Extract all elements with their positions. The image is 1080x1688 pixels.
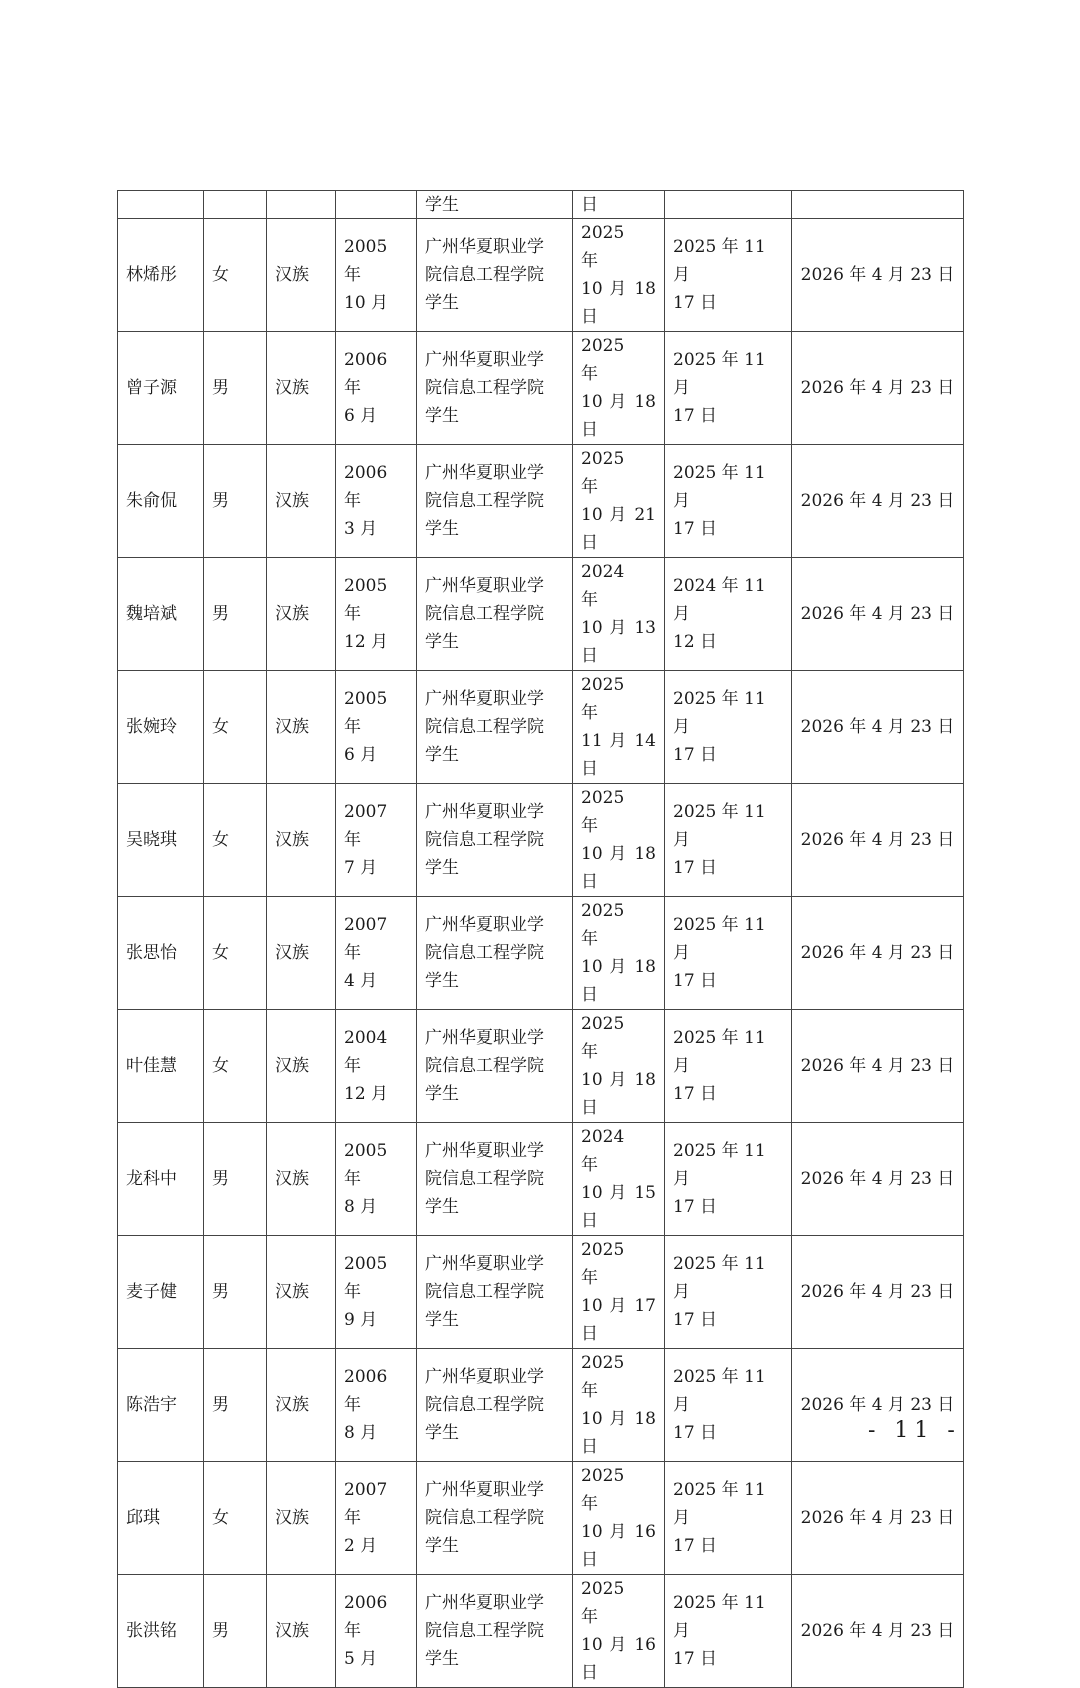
cell-activist-date: 2025 年 11 月 17 日 — [665, 1462, 792, 1575]
cell-apply-date: 2025 年 10 月 18 日 — [573, 897, 665, 1010]
table-row — [118, 1010, 964, 1123]
cell-name: 吴晓琪 — [118, 784, 204, 897]
cell-name: 麦子健 — [118, 1236, 204, 1349]
table-row — [118, 1349, 964, 1462]
cell-name: 魏培斌 — [118, 558, 204, 671]
cell-name: 邱琪 — [118, 1462, 204, 1575]
cell-activist-date: 2025 年 11 月 17 日 — [665, 445, 792, 558]
cell-develop-date: 2026 年 4 月 23 日 — [792, 1010, 964, 1123]
cell-develop-date: 2026 年 4 月 23 日 — [792, 897, 964, 1010]
cell-activist-date: 2025 年 11 月 17 日 — [665, 219, 792, 332]
cell-unit: 广州华夏职业学 院信息工程学院 学生 — [417, 897, 573, 1010]
cell-name: 朱俞侃 — [118, 445, 204, 558]
cell-gender: 男 — [204, 1349, 267, 1462]
cell-birth: 2005 年 9 月 — [336, 1236, 417, 1349]
cell-ethnicity: 汉族 — [267, 1010, 336, 1123]
cell-develop-date: 2026 年 4 月 23 日 — [792, 332, 964, 445]
cell-name: 叶佳慧 — [118, 1010, 204, 1123]
cell-activist-date: 2025 年 11 月 17 日 — [665, 1010, 792, 1123]
roster-body — [118, 191, 964, 1688]
cell-birth: 2006 年 8 月 — [336, 1349, 417, 1462]
table-row — [118, 1462, 964, 1575]
table-row — [118, 219, 964, 332]
cell-develop-date: 2026 年 4 月 23 日 — [792, 1123, 964, 1236]
cell-birth: 2004 年 12 月 — [336, 1010, 417, 1123]
cell-apply-date: 2025 年 10 月 16 日 — [573, 1462, 665, 1575]
cell-ethnicity: 汉族 — [267, 1236, 336, 1349]
cell-apply-date: 2025 年 10 月 18 日 — [573, 219, 665, 332]
cell-activist-date: 2025 年 11 月 17 日 — [665, 1236, 792, 1349]
cell-activist-date: 2025 年 11 月 17 日 — [665, 671, 792, 784]
cell-apply-date: 2024 年 10 月 13 日 — [573, 558, 665, 671]
continuation-row — [118, 191, 964, 219]
cell-apply-date: 2025 年 10 月 21 日 — [573, 445, 665, 558]
cell-develop-date: 2026 年 4 月 23 日 — [792, 784, 964, 897]
cell-unit: 广州华夏职业学 院信息工程学院 学生 — [417, 1123, 573, 1236]
cell-develop-date: 2026 年 4 月 23 日 — [792, 445, 964, 558]
cell-apply-date: 2025 年 10 月 18 日 — [573, 1010, 665, 1123]
table-row — [118, 558, 964, 671]
cell-develop-date: 2026 年 4 月 23 日 — [792, 1575, 964, 1688]
cell-unit: 广州华夏职业学 院信息工程学院 学生 — [417, 558, 573, 671]
cell-unit: 广州华夏职业学 院信息工程学院 学生 — [417, 1010, 573, 1123]
cell-ethnicity: 汉族 — [267, 558, 336, 671]
cell-activist-date: 2025 年 11 月 17 日 — [665, 1575, 792, 1688]
cell-unit: 广州华夏职业学 院信息工程学院 学生 — [417, 1575, 573, 1688]
cell-ethnicity: 汉族 — [267, 897, 336, 1010]
cell-unit: 广州华夏职业学 院信息工程学院 学生 — [417, 784, 573, 897]
cell-ethnicity: 汉族 — [267, 445, 336, 558]
cell-gender: 女 — [204, 1462, 267, 1575]
cell-birth: 2005 年 10 月 — [336, 219, 417, 332]
cell-apply-date: 2025 年 10 月 18 日 — [573, 784, 665, 897]
cell-ethnicity — [267, 191, 336, 219]
cell-ethnicity: 汉族 — [267, 332, 336, 445]
cell-unit: 广州华夏职业学 院信息工程学院 学生 — [417, 1349, 573, 1462]
cell-unit: 广州华夏职业学 院信息工程学院 学生 — [417, 445, 573, 558]
cell-gender: 女 — [204, 219, 267, 332]
cell-birth: 2005 年 12 月 — [336, 558, 417, 671]
cell-name: 曾子源 — [118, 332, 204, 445]
cell-birth: 2006 年 3 月 — [336, 445, 417, 558]
cell-activist-date: 2025 年 11 月 17 日 — [665, 1123, 792, 1236]
table-row — [118, 671, 964, 784]
cell-name — [118, 191, 204, 219]
cell-name: 龙科中 — [118, 1123, 204, 1236]
cell-develop-date: 2026 年 4 月 23 日 — [792, 1236, 964, 1349]
table-row — [118, 332, 964, 445]
cell-gender: 女 — [204, 784, 267, 897]
cell-ethnicity: 汉族 — [267, 219, 336, 332]
cell-name: 张洪铭 — [118, 1575, 204, 1688]
cell-gender: 女 — [204, 897, 267, 1010]
cell-birth: 2005 年 6 月 — [336, 671, 417, 784]
cell-birth: 2005 年 8 月 — [336, 1123, 417, 1236]
cell-apply-date: 2025 年 10 月 17 日 — [573, 1236, 665, 1349]
cell-ethnicity: 汉族 — [267, 1123, 336, 1236]
cell-unit: 广州华夏职业学 院信息工程学院 学生 — [417, 1236, 573, 1349]
cell-name: 陈浩宇 — [118, 1349, 204, 1462]
cell-apply-date: 日 — [573, 191, 665, 219]
table-row — [118, 897, 964, 1010]
cell-ethnicity: 汉族 — [267, 1462, 336, 1575]
cell-ethnicity: 汉族 — [267, 784, 336, 897]
cell-unit: 广州华夏职业学 院信息工程学院 学生 — [417, 219, 573, 332]
cell-unit: 广州华夏职业学 院信息工程学院 学生 — [417, 1462, 573, 1575]
cell-develop-date: 2026 年 4 月 23 日 — [792, 219, 964, 332]
cell-activist-date — [665, 191, 792, 219]
cell-gender: 男 — [204, 1123, 267, 1236]
table-row — [118, 1575, 964, 1688]
cell-unit: 广州华夏职业学 院信息工程学院 学生 — [417, 671, 573, 784]
cell-birth: 2007 年 7 月 — [336, 784, 417, 897]
roster-table — [117, 190, 964, 1688]
cell-develop-date — [792, 191, 964, 219]
cell-activist-date: 2025 年 11 月 17 日 — [665, 1349, 792, 1462]
cell-develop-date: 2026 年 4 月 23 日 — [792, 1462, 964, 1575]
cell-activist-date: 2024 年 11 月 12 日 — [665, 558, 792, 671]
table-row — [118, 1123, 964, 1236]
cell-ethnicity: 汉族 — [267, 1349, 336, 1462]
cell-apply-date: 2024 年 10 月 15 日 — [573, 1123, 665, 1236]
cell-gender: 女 — [204, 671, 267, 784]
table-row — [118, 445, 964, 558]
page-number: - 11 - — [868, 1418, 961, 1443]
cell-gender: 男 — [204, 1236, 267, 1349]
cell-name: 张思怡 — [118, 897, 204, 1010]
cell-activist-date: 2025 年 11 月 17 日 — [665, 784, 792, 897]
cell-ethnicity: 汉族 — [267, 671, 336, 784]
cell-develop-date: 2026 年 4 月 23 日 — [792, 1349, 964, 1462]
cell-gender: 男 — [204, 1575, 267, 1688]
cell-unit: 学生 — [417, 191, 573, 219]
cell-birth: 2007 年 2 月 — [336, 1462, 417, 1575]
cell-gender: 男 — [204, 332, 267, 445]
cell-name: 张婉玲 — [118, 671, 204, 784]
cell-gender — [204, 191, 267, 219]
cell-birth — [336, 191, 417, 219]
cell-name: 林烯彤 — [118, 219, 204, 332]
cell-activist-date: 2025 年 11 月 17 日 — [665, 332, 792, 445]
cell-activist-date: 2025 年 11 月 17 日 — [665, 897, 792, 1010]
cell-birth: 2007 年 4 月 — [336, 897, 417, 1010]
cell-unit: 广州华夏职业学 院信息工程学院 学生 — [417, 332, 573, 445]
cell-birth: 2006 年 5 月 — [336, 1575, 417, 1688]
cell-apply-date: 2025 年 10 月 16 日 — [573, 1575, 665, 1688]
cell-birth: 2006 年 6 月 — [336, 332, 417, 445]
table-row — [118, 1236, 964, 1349]
cell-gender: 男 — [204, 445, 267, 558]
cell-apply-date: 2025 年 11 月 14 日 — [573, 671, 665, 784]
cell-develop-date: 2026 年 4 月 23 日 — [792, 558, 964, 671]
cell-gender: 男 — [204, 558, 267, 671]
table-row — [118, 784, 964, 897]
cell-apply-date: 2025 年 10 月 18 日 — [573, 1349, 665, 1462]
cell-gender: 女 — [204, 1010, 267, 1123]
cell-apply-date: 2025 年 10 月 18 日 — [573, 332, 665, 445]
cell-develop-date: 2026 年 4 月 23 日 — [792, 671, 964, 784]
cell-ethnicity: 汉族 — [267, 1575, 336, 1688]
